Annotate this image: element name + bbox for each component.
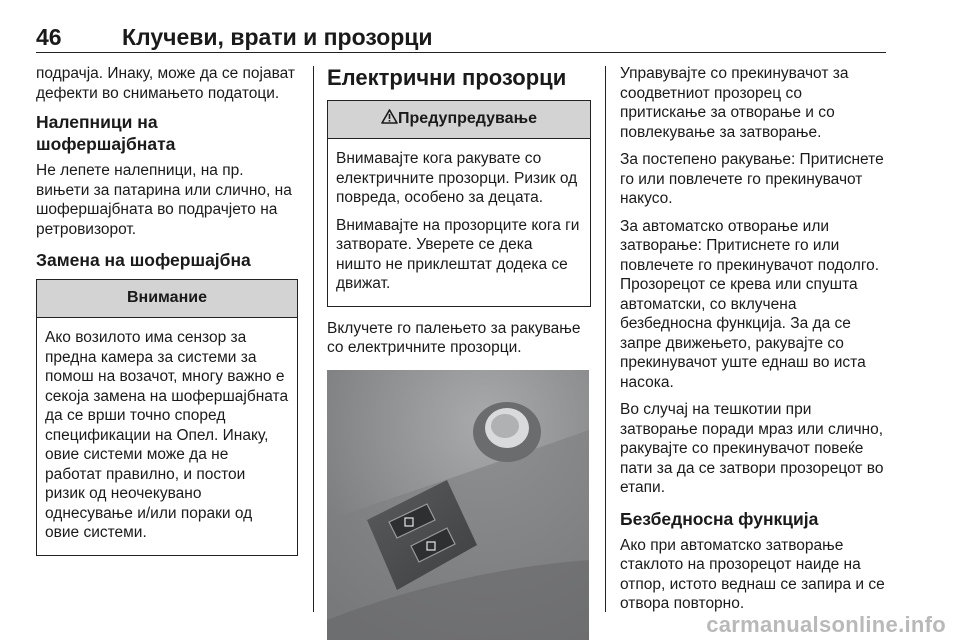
notice-box — [36, 279, 298, 556]
warning-triangle-icon — [381, 109, 398, 124]
warning-title: Предупредување — [398, 110, 537, 127]
column-1 — [36, 64, 298, 556]
safety-function-heading: Безбедносна функција — [620, 508, 819, 529]
warning-text-1: Внимавајте кога ракувате со електричните прозорци. Ризик од повреда, особено за децата. — [336, 150, 578, 206]
notice-title: Внимание — [37, 280, 297, 318]
safety-function-paragraph: Ако при автоматско затворање стаклото на прозорецот наиде на отпор, истото веднаш се запира и се отвора повторно. — [620, 536, 885, 612]
warning-header — [328, 101, 590, 139]
watermark: carmanualsonline.info — [706, 612, 946, 637]
door-panel-illustration — [327, 370, 589, 640]
gradual-operation-paragraph: За постепено ракување: Притиснете го или повлечете го прекинувачот накусо. — [620, 151, 884, 207]
window-switch-photo — [327, 370, 589, 640]
windscreen-replacement-heading: Замена на шофершајбна — [36, 250, 251, 270]
section-title: Електрични прозорци — [327, 65, 567, 90]
intro-paragraph: подрачја. Инаку, може да се појават дефекти во снимањето податоци. — [36, 65, 296, 102]
automatic-operation-paragraph: За автоматско отворање или затворање: Притиснете го или повлечете го прекинувачот подолго. Прозорецот се крева или спушта автоматски, со вклучена безбедносна функција. За да се запре движењето, ракувајте со прекинувачот уште еднаш во иста насока. — [620, 217, 880, 391]
ignition-paragraph: Вклучете го палењето за ракување со електричните прозорци. — [327, 319, 581, 356]
stickers-paragraph: Не лепете налепници, на пр. вињети за патарина или слично, на шофершајбната во подрачјето на ретровизорот. — [36, 162, 292, 238]
page-header — [36, 22, 886, 52]
column-divider-1 — [313, 66, 314, 612]
chapter-title: Клучеви, врати и прозорци — [122, 24, 433, 50]
warning-text-2: Внимавајте на прозорците кога ги затворате. Уверете се дека ништо не приклештат додека се движат. — [336, 216, 580, 292]
warning-box — [327, 100, 591, 307]
page-number: 46 — [36, 24, 62, 50]
column-2 — [327, 64, 591, 640]
column-3 — [620, 64, 888, 622]
notice-text: Ако возилото има сензор за предна камера за системи за помош на возачот, многу важно е секоја замена на шофершајбната да се врши точно според спецификации на Опел. Инаку, овие системи може да не работат правилно, и постои ризик од неочекувано однесување и/или пораки од овие системи. — [45, 329, 289, 541]
ice-paragraph: Во случај на тешкотии при затворање поради мраз или слично, ракувајте со прекинувачот повеќе пати за да се затвори прозорецот во етапи. — [620, 401, 884, 496]
stickers-heading: Налепници на шофершајбната — [36, 112, 176, 154]
column-divider-2 — [605, 66, 606, 612]
operation-paragraph: Управувајте со прекинувачот за соодветниот прозорец со притискање за отворање и со повлекување за затворање. — [620, 65, 849, 141]
header-divider — [36, 52, 886, 53]
